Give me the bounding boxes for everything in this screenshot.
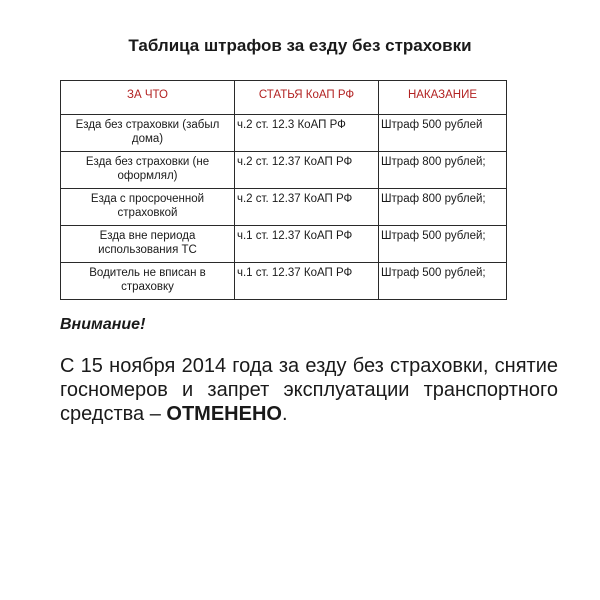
table-header-row (61, 81, 507, 115)
header-reason: ЗА ЧТО (61, 81, 235, 115)
attention-heading: Внимание! (60, 316, 146, 333)
cell-reason: Езда вне периода использования ТС (61, 226, 235, 263)
cell-reason: Водитель не вписан в страховку (61, 263, 235, 300)
notice-paragraph (60, 354, 558, 426)
cell-penalty: Штраф 500 рублей; (379, 226, 507, 263)
cell-penalty: Штраф 500 рублей (379, 115, 507, 152)
notice-emphasis: ОТМЕНЕНО (166, 403, 282, 425)
page-title: Таблица штрафов за езду без страховки (128, 36, 472, 55)
cell-article: ч.2 ст. 12.37 КоАП РФ (235, 152, 379, 189)
cell-article: ч.2 ст. 12.37 КоАП РФ (235, 189, 379, 226)
table-row (61, 263, 507, 300)
cell-penalty: Штраф 800 рублей; (379, 152, 507, 189)
cell-reason: Езда без страховки (не оформлял) (61, 152, 235, 189)
notice-end: . (281, 403, 288, 425)
header-penalty: НАКАЗАНИЕ (379, 81, 507, 115)
table-row (61, 226, 507, 263)
cell-article: ч.1 ст. 12.37 КоАП РФ (235, 263, 379, 300)
fines-table (60, 80, 507, 300)
cell-article: ч.1 ст. 12.37 КоАП РФ (235, 226, 379, 263)
cell-penalty: Штраф 500 рублей; (379, 263, 507, 300)
notice-text: С 15 ноября 2014 года за езду без страховки, снятие госномеров и запрет эксплуатации транспортного средства – (60, 355, 558, 425)
header-article: СТАТЬЯ КоАП РФ (235, 81, 379, 115)
cell-reason: Езда без страховки (забыл дома) (61, 115, 235, 152)
table-row (61, 152, 507, 189)
cell-penalty: Штраф 800 рублей; (379, 189, 507, 226)
table-row (61, 115, 507, 152)
cell-article: ч.2 ст. 12.3 КоАП РФ (235, 115, 379, 152)
table-row (61, 189, 507, 226)
cell-reason: Езда с просроченной страховкой (61, 189, 235, 226)
